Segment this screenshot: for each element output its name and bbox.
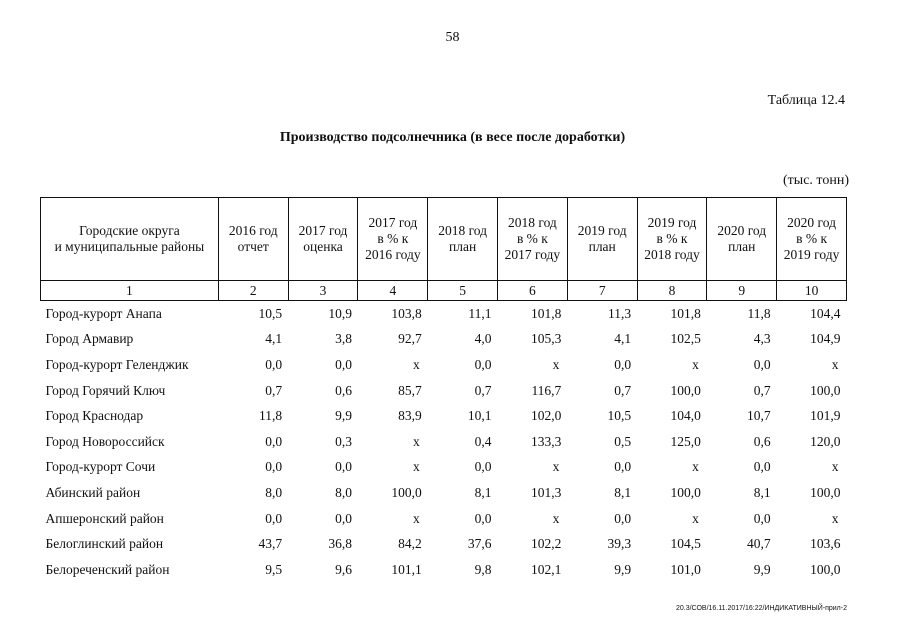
table-cell: 100,0 — [670, 484, 701, 500]
table-cell: x — [552, 356, 560, 372]
table-cell: 0,0 — [474, 356, 492, 372]
district-name: Город Краснодар — [45, 408, 144, 424]
table-cell: 40,7 — [747, 536, 771, 552]
table-cell: 0,7 — [614, 382, 632, 398]
table-row — [41, 506, 847, 532]
table-cell: 105,3 — [530, 331, 562, 347]
table-cell: 0,0 — [753, 510, 771, 526]
table-cell: 102,2 — [530, 536, 562, 552]
table-body — [41, 301, 847, 583]
table-row — [41, 352, 847, 378]
table-cell: 0,4 — [474, 433, 492, 449]
table-cell: 101,3 — [530, 484, 562, 500]
table-cell: 92,7 — [398, 331, 422, 347]
table-cell: 103,6 — [810, 536, 841, 552]
table-cell: 0,6 — [335, 382, 352, 398]
table-cell: 0,0 — [265, 433, 283, 449]
table-cell: 83,9 — [398, 408, 422, 424]
district-name: Город-курорт Сочи — [45, 459, 156, 475]
table-cell: 0,0 — [335, 510, 352, 526]
header-row — [41, 198, 847, 281]
table-cell: 120,0 — [810, 433, 841, 449]
header-line: план — [449, 239, 477, 254]
header-cell — [498, 198, 568, 281]
units-label: (тыс. тонн) — [783, 173, 849, 188]
district-name: Абинский район — [45, 484, 141, 500]
table-cell: 104,5 — [670, 536, 701, 552]
table-cell: x — [413, 459, 420, 475]
header-cell — [288, 198, 358, 281]
header-line: 2018 год — [508, 215, 557, 230]
table-cell: 100,0 — [810, 561, 841, 577]
column-number: 8 — [637, 281, 707, 301]
header-line: 2016 год — [228, 223, 278, 238]
district-name: Белоглинский район — [45, 536, 164, 552]
table-cell: 4,1 — [614, 331, 632, 347]
column-number: 6 — [498, 281, 568, 301]
header-line: план — [588, 239, 616, 254]
table-cell: 0,7 — [474, 382, 492, 398]
header-cell — [567, 198, 637, 281]
table-cell: 10,7 — [747, 408, 771, 424]
table-cell: 100,0 — [670, 382, 701, 398]
table-cell: 0,7 — [265, 382, 283, 398]
page-number: 58 — [445, 30, 460, 45]
table-cell: 101,0 — [670, 561, 701, 577]
table-cell: 0,0 — [614, 356, 632, 372]
table-cell: 101,9 — [810, 408, 841, 424]
header-cell — [707, 198, 777, 281]
table-cell: 125,0 — [670, 433, 701, 449]
table-cell: 9,8 — [474, 561, 492, 577]
column-number: 10 — [777, 281, 847, 301]
table-cell: 84,2 — [398, 536, 422, 552]
header-line: отчет — [237, 239, 269, 254]
header-line: 2019 году — [783, 247, 840, 262]
table-cell: 8,0 — [335, 484, 352, 500]
table-cell: 101,1 — [391, 561, 422, 577]
table-cell: x — [692, 510, 699, 526]
table-cell: 4,0 — [474, 331, 492, 347]
header-line: в % к — [377, 231, 409, 246]
table-header — [41, 198, 847, 301]
table-cell: 104,9 — [810, 331, 841, 347]
table-cell: 104,4 — [810, 305, 841, 321]
table-cell: 0,0 — [614, 510, 632, 526]
table-cell: 0,0 — [265, 356, 283, 372]
table-cell: 133,3 — [530, 433, 562, 449]
table-row — [41, 480, 847, 506]
header-cell-districts — [41, 198, 219, 281]
header-line: в % к — [656, 231, 688, 246]
district-name: Белореченский район — [45, 561, 170, 577]
sunflower-production-table — [40, 197, 847, 583]
column-number: 9 — [707, 281, 777, 301]
table-cell: 0,0 — [474, 459, 492, 475]
table-cell: 0,0 — [753, 459, 771, 475]
table-cell: 102,0 — [530, 408, 562, 424]
column-number: 4 — [358, 281, 428, 301]
district-name: Город Горячий Ключ — [45, 382, 166, 398]
table-cell: 100,0 — [391, 484, 422, 500]
header-line: 2019 год — [647, 215, 697, 230]
table-cell: x — [413, 433, 420, 449]
header-line: в % к — [796, 231, 828, 246]
header-line: 2019 год — [577, 223, 627, 238]
district-name: Город Армавир — [45, 331, 134, 347]
table-cell: 0,0 — [265, 459, 283, 475]
district-name: Апшеронский район — [45, 510, 164, 526]
table-cell: 0,3 — [335, 433, 352, 449]
district-name: Город-курорт Анапа — [45, 305, 162, 321]
header-line: оценка — [303, 239, 343, 254]
table-row — [41, 531, 847, 557]
header-line: 2018 году — [644, 247, 700, 262]
header-line: 2017 году — [504, 247, 561, 262]
header-line: 2018 год — [438, 223, 488, 238]
district-name: Город Новороссийск — [45, 433, 165, 449]
table-cell: 9,9 — [335, 408, 352, 424]
table-cell: 8,1 — [614, 484, 632, 500]
header-line: Городские округа — [79, 223, 180, 238]
header-line: план — [728, 239, 756, 254]
table-row — [41, 429, 847, 455]
table-cell: 10,5 — [607, 408, 632, 424]
header-line: 2020 год — [787, 215, 836, 230]
table-cell: 100,0 — [810, 484, 841, 500]
table-cell: 0,7 — [753, 382, 771, 398]
table-cell: 8,0 — [265, 484, 283, 500]
table-cell: x — [413, 510, 420, 526]
table-cell: 10,9 — [328, 305, 352, 321]
table-cell: 3,8 — [335, 331, 352, 347]
table-cell: 9,5 — [265, 561, 283, 577]
header-line: 2020 год — [717, 223, 767, 238]
column-number-row — [41, 281, 847, 301]
table-cell: x — [692, 459, 699, 475]
table-cell: x — [831, 459, 839, 475]
table-cell: 36,8 — [328, 536, 352, 552]
column-number: 1 — [41, 281, 219, 301]
table-row — [41, 327, 847, 353]
table-label: Таблица 12.4 — [767, 93, 845, 108]
document-title: Производство подсолнечника (в весе после доработки) — [279, 130, 626, 145]
table-cell: 85,7 — [398, 382, 422, 398]
table-row — [41, 557, 847, 583]
table-cell: 10,1 — [467, 408, 492, 424]
header-line: 2016 году — [365, 247, 421, 262]
table-cell: 101,8 — [670, 305, 701, 321]
table-cell: 0,0 — [265, 510, 283, 526]
header-line: и муниципальные районы — [54, 239, 205, 254]
table-cell: x — [831, 356, 839, 372]
table-cell: 39,3 — [607, 536, 632, 552]
header-line: в % к — [516, 231, 548, 246]
header-line: 2017 год — [298, 223, 348, 238]
table-cell: 100,0 — [810, 382, 841, 398]
table-cell: 104,0 — [670, 408, 701, 424]
table-cell: 11,8 — [259, 408, 283, 424]
table-cell: 0,6 — [753, 433, 771, 449]
table-cell: 9,9 — [614, 561, 632, 577]
table-cell: x — [413, 356, 420, 372]
table-cell: 102,1 — [530, 561, 562, 577]
table-cell: 116,7 — [531, 382, 562, 398]
table-cell: 0,0 — [474, 510, 492, 526]
table-cell: 4,3 — [753, 331, 771, 347]
table-cell: 0,0 — [335, 459, 352, 475]
header-cell — [358, 198, 428, 281]
table-cell: 11,8 — [747, 305, 771, 321]
header-cell — [637, 198, 707, 281]
table-cell: 10,5 — [258, 305, 283, 321]
table-cell: 103,8 — [391, 305, 422, 321]
table-row — [41, 378, 847, 404]
table-cell: 43,7 — [258, 536, 283, 552]
header-line: 2017 год — [368, 215, 418, 230]
table-cell: 4,1 — [265, 331, 283, 347]
table-cell: x — [831, 510, 839, 526]
table-cell: 0,0 — [614, 459, 632, 475]
table-cell: 8,1 — [753, 484, 771, 500]
table-cell: 9,6 — [335, 561, 352, 577]
table-cell: 8,1 — [474, 484, 492, 500]
table-cell: 0,0 — [753, 356, 771, 372]
table-cell: 11,3 — [607, 305, 632, 321]
table-cell: 102,5 — [670, 331, 701, 347]
table-row — [41, 455, 847, 481]
table-cell: 0,0 — [335, 356, 352, 372]
column-number: 2 — [218, 281, 288, 301]
table-cell: 37,6 — [467, 536, 492, 552]
table-cell: x — [552, 459, 560, 475]
header-cell — [218, 198, 288, 281]
table-cell: 9,9 — [753, 561, 771, 577]
district-name: Город-курорт Геленджик — [45, 356, 189, 372]
table-row — [41, 403, 847, 429]
column-number: 3 — [288, 281, 358, 301]
table-cell: 0,5 — [614, 433, 632, 449]
table-cell: x — [552, 510, 560, 526]
table-cell: 11,1 — [468, 305, 492, 321]
table-row — [41, 301, 847, 327]
column-number: 7 — [567, 281, 637, 301]
table-cell: 101,8 — [530, 305, 562, 321]
header-cell — [428, 198, 498, 281]
header-cell — [777, 198, 847, 281]
column-number: 5 — [428, 281, 498, 301]
table-cell: x — [692, 356, 699, 372]
footer-code: 20.3/СОВ/16.11.2017/16:22/ИНДИКАТИВНЫЙ-прил-2 — [675, 605, 847, 612]
